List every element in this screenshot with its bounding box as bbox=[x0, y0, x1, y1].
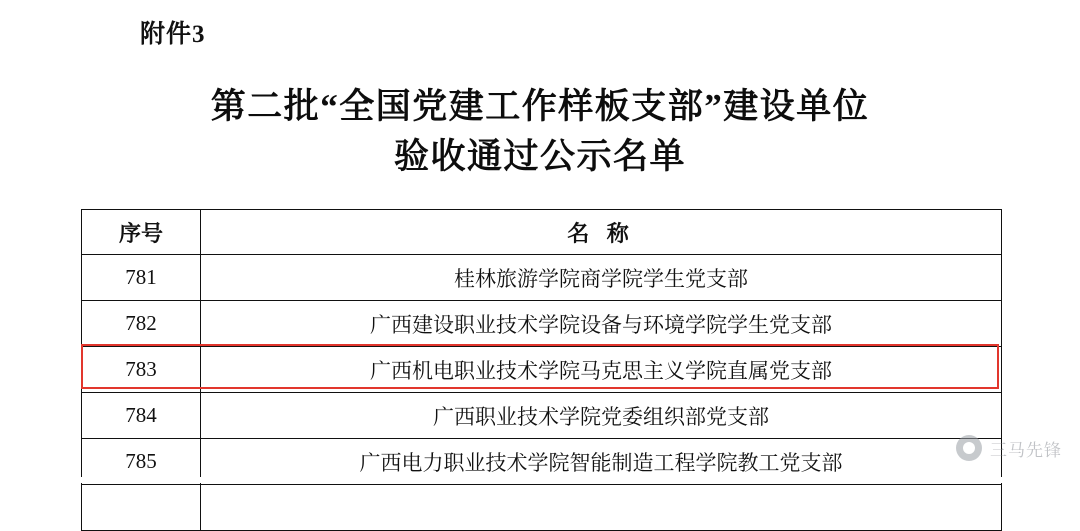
table-row bbox=[82, 255, 1002, 301]
row-name: 桂林旅游学院商学院学生党支部 bbox=[201, 255, 1002, 301]
row-name: 广西职业技术学院党委组织部党支部 bbox=[201, 393, 1002, 439]
table-row bbox=[82, 393, 1002, 439]
row-number: 784 bbox=[82, 393, 201, 439]
table-row bbox=[82, 301, 1002, 347]
row-number: 782 bbox=[82, 301, 201, 347]
page-bottom-edge bbox=[0, 477, 1080, 483]
circle-logo-icon bbox=[956, 435, 982, 461]
table-row-highlighted bbox=[82, 347, 1002, 393]
table-header-name-label: 名 称 bbox=[567, 220, 635, 246]
row-number: 785 bbox=[82, 439, 201, 485]
row-name: 广西电力职业技术学院智能制造工程学院教工党支部 bbox=[201, 439, 1002, 485]
watermark-text: 三马先锋 bbox=[990, 440, 1062, 460]
table-header-row bbox=[82, 210, 1002, 255]
row-number: 781 bbox=[82, 255, 201, 301]
attachment-label: 附件3 bbox=[140, 21, 206, 48]
row-number bbox=[82, 485, 201, 531]
table-header-no: 序号 bbox=[82, 210, 201, 255]
row-number: 783 bbox=[82, 347, 201, 393]
row-name: 广西建设职业技术学院设备与环境学院学生党支部 bbox=[201, 301, 1002, 347]
page-title-line-1: 第二批“全国党建工作样板支部”建设单位 bbox=[210, 87, 870, 126]
row-name: 广西机电职业技术学院马克思主义学院直属党支部 bbox=[201, 347, 1002, 393]
page-title-line-2: 验收通过公示名单 bbox=[393, 136, 686, 176]
row-name bbox=[201, 485, 1002, 531]
watermark bbox=[956, 435, 1062, 461]
table-header-name bbox=[201, 210, 1002, 255]
page-title bbox=[90, 82, 990, 181]
table-row bbox=[82, 485, 1002, 531]
